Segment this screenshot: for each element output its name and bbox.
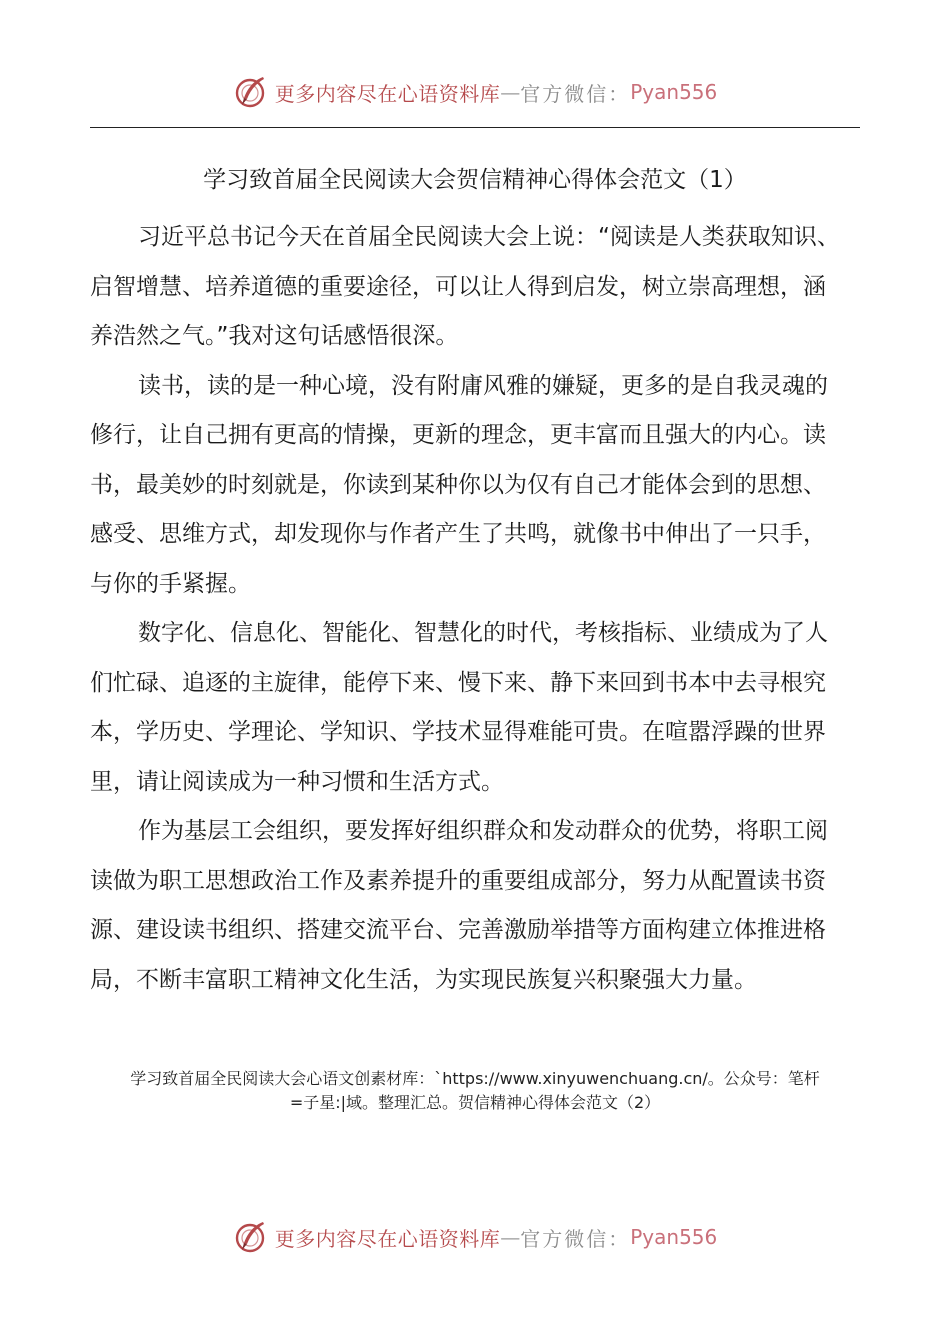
paragraph-line: 书，最美妙的时刻就是，你读到某种你以为仅有自己才能体会到的思想、 [90,471,826,498]
paragraph-line: 们忙碌、追逐的主旋律，能停下来、慢下来、静下来回到书本中去寻根究 [90,669,826,696]
footnote-line: 学习致首届全民阅读大会心语文创素材库：`https://www.xinyuwenchuang.cn/。公众号：笔杆 [130,1069,820,1088]
footer-promo-text: 更多内容尽在心语资料库 [274,1226,501,1251]
document-title: 学习致首届全民阅读大会贺信精神心得体会范文（1） [203,167,747,193]
header-banner [0,70,950,114]
paragraph-line: 作为基层工会组织，要发挥好组织群众和发动群众的优势，将职工阅 [138,818,828,844]
header-dash: — [500,80,521,104]
paragraph-line: 养浩然之气。”我对这句话感悟很深。 [90,323,459,349]
paragraph-line: 习近平总书记今天在首届全民阅读大会上说：“阅读是人类获取知识、 [138,224,840,250]
paragraph-line: 读书，读的是一种心境，没有附庸风雅的嫌疑，更多的是自我灵魂的 [138,372,828,399]
paragraph-line: 数字化、信息化、智能化、智慧化的时代，考核指标、业绩成为了人 [138,620,828,646]
paragraph-line: 里，请让阅读成为一种习惯和生活方式。 [90,768,504,795]
footer-wechat-id: Pyan556 [630,1225,718,1249]
quill-pen-logo-icon [233,1219,269,1255]
header-wechat-id: Pyan556 [630,80,718,104]
paragraph-line: 启智增慧、培养道德的重要途径，可以让人得到启发，树立崇高理想，涵 [90,273,826,300]
footnote [90,1067,860,1115]
paragraph-line: 源、建设读书组织、搭建交流平台、完善激励举措等方面构建立体推进格 [90,917,826,943]
paragraph-3 [90,609,860,807]
paragraph-line: 与你的手紧握。 [90,570,251,597]
paragraph-4 [90,807,860,1005]
paragraph-2 [90,362,860,610]
paragraph-line: 感受、思维方式，却发现你与作者产生了共鸣，就像书中伸出了一只手， [90,521,826,547]
footer-banner [0,1215,950,1259]
paragraph-line: 局，不断丰富职工精神文化生活，为实现民族复兴积聚强大力量。 [90,966,757,993]
paragraph-line: 本，学历史、学理论、学知识、学技术显得难能可贵。在喧嚣浮躁的世界 [90,719,826,745]
quill-pen-logo-icon [233,74,269,110]
paragraph-line: 修行，让自己拥有更高的情操，更新的理念，更丰富而且强大的内心。读 [90,422,826,448]
document-body [90,213,860,1005]
footer-dash: — [500,1225,521,1249]
footer-contact-label: 官方微信： [520,1226,631,1251]
footnote-line: =子星:|域。整理汇总。贺信精神心得体会范文（2） [289,1093,661,1112]
paragraph-line: 读做为职工思想政治工作及素养提升的重要组成部分，努力从配置读书资 [90,867,826,894]
header-contact-label: 官方微信： [520,81,631,106]
header-divider [90,127,860,128]
paragraph-1 [90,213,860,362]
header-promo-text: 更多内容尽在心语资料库 [274,81,501,106]
